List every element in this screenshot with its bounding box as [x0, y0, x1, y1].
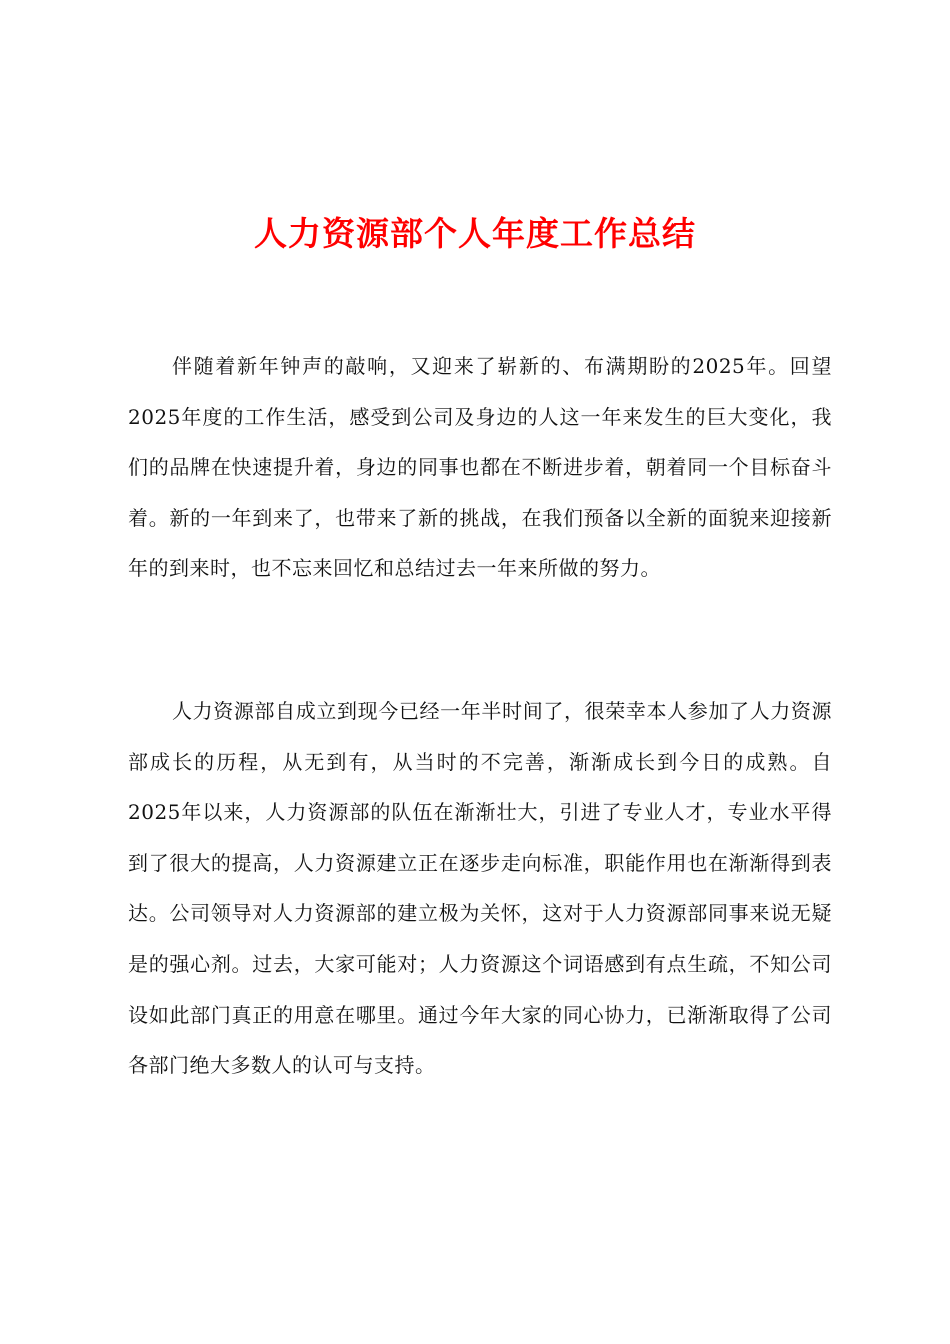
- document-title: 人力资源部个人年度工作总结: [254, 214, 696, 253]
- paragraph-1: 伴随着新年钟声的敲响，又迎来了崭新的、布满期盼的2025年。回望2025年度的工作生活，感受到公司及身边的人这一年来发生的巨大变化，我们的品牌在快速提升着，身边的同事也都在不断进步着，朝着同一个目标奋斗着。新的一年到来了，也带来了新的挑战，在我们预备以全新的面貌来迎接新年的到来时，也不忘来回忆和总结过去一年来所做的努力。: [128, 354, 832, 581]
- paragraph-2: 人力资源部自成立到现今已经一年半时间了，很荣幸本人参加了人力资源部成长的历程，从无到有，从当时的不完善，渐渐成长到今日的成熟。自2025年以来，人力资源部的队伍在渐渐壮大，引进了专业人才，专业水平得到了很大的提高，人力资源建立正在逐步走向标准，职能作用也在渐渐得到表达。公司领导对人力资源部的建立极为关怀，这对于人力资源部同事来说无疑是的强心剂。过去，大家可能对；人力资源这个词语感到有点生疏，不知公司设如此部门真正的用意在哪里。通过今年大家的同心协力，已渐渐取得了公司各部门绝大多数人的认可与支持。: [128, 699, 832, 1078]
